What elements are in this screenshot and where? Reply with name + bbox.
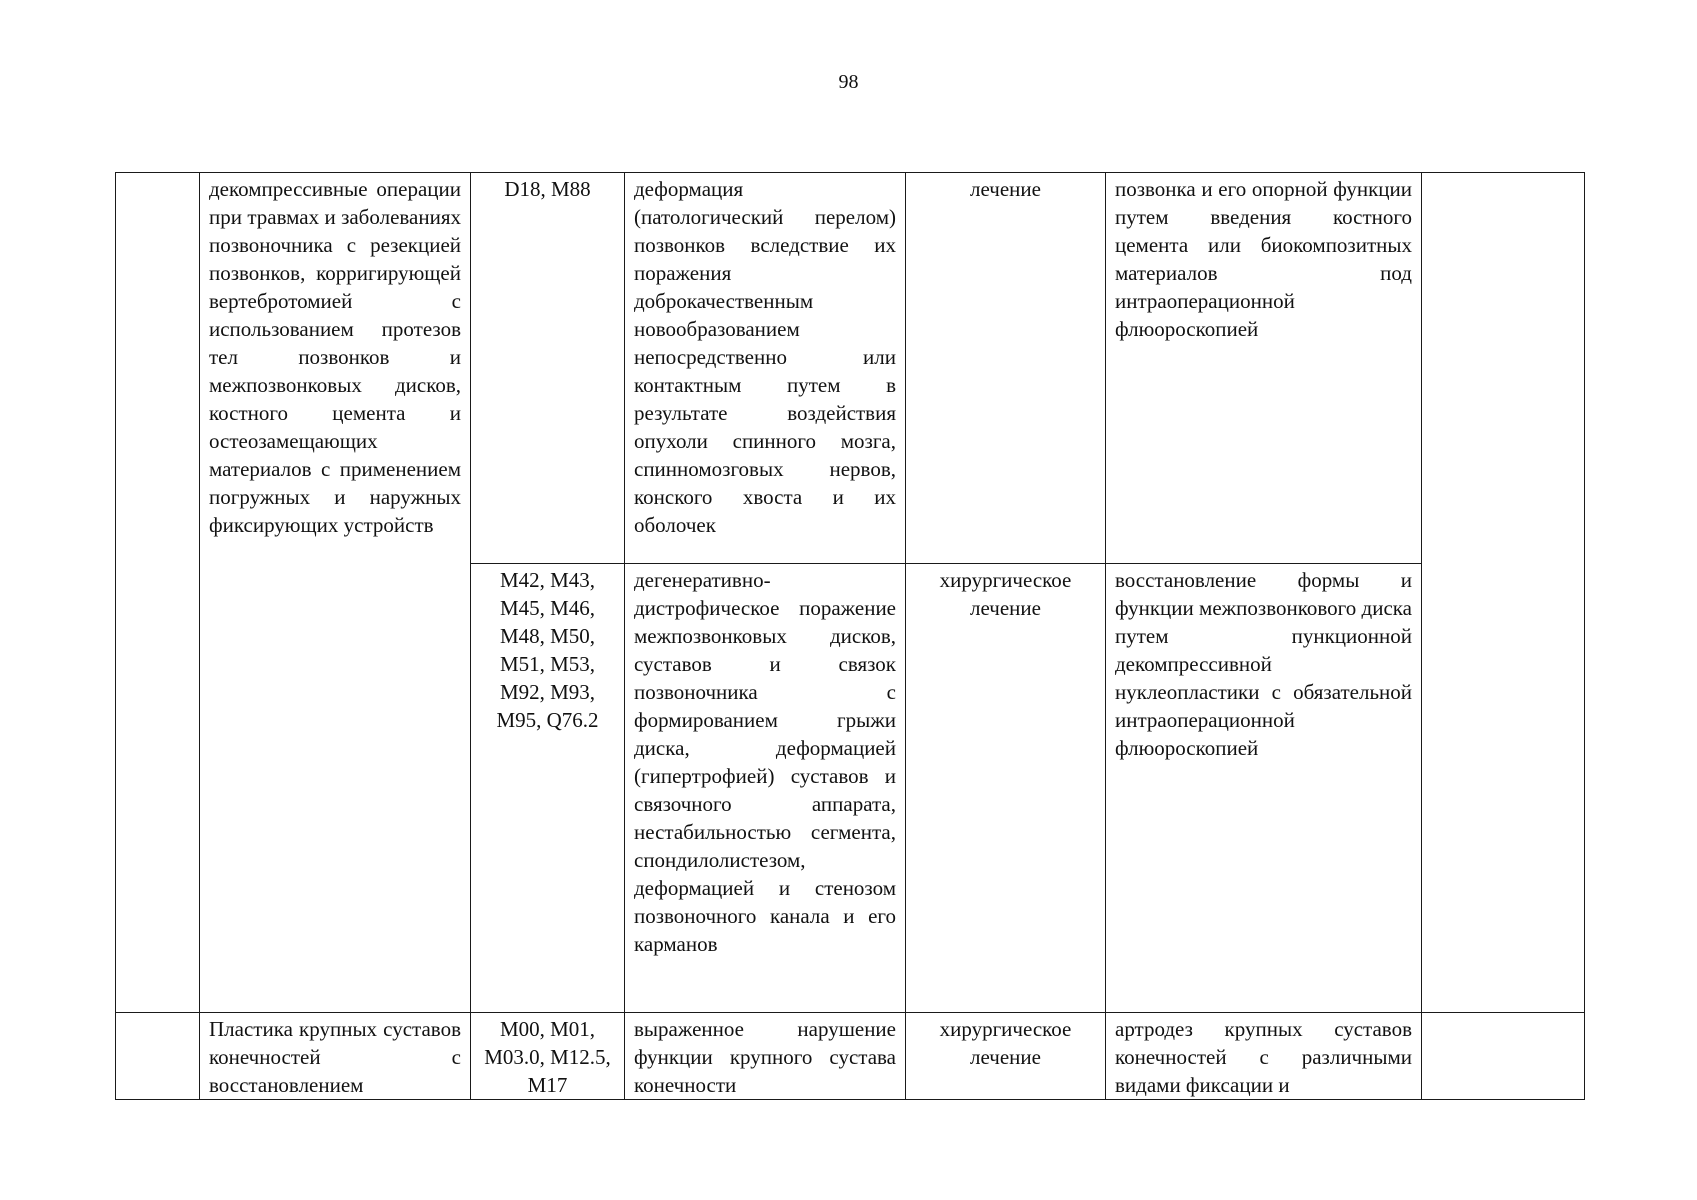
table-row (116, 173, 1585, 564)
method-cell (1106, 564, 1422, 1013)
treatment-text: лечение (970, 177, 1041, 201)
intervention-text: Пластика крупных суставов конечностей с восстановлением (209, 1017, 461, 1097)
codes-cell (471, 173, 625, 564)
intervention-cell (200, 173, 471, 1013)
condition-cell (625, 173, 906, 564)
extra-cell (1422, 173, 1585, 1013)
number-cell (116, 1013, 200, 1100)
treatment-cell (906, 173, 1106, 564)
procedures-table (115, 172, 1585, 1100)
condition-text: деформация (патологический перелом) позвонков вследствие их поражения доброкачественным новообразованием непосредственно или контактным путем в результате воздействия опухоли спинного мозга, спинномозговых нервов, конского хвоста и их оболочек (634, 177, 896, 537)
method-text: восстановление формы и функции межпозвонкового диска путем пункционной декомпрессивной нуклеопластики с обязательной интраоперационной флюороскопией (1115, 568, 1412, 760)
number-cell (116, 173, 200, 1013)
codes-cell (471, 1013, 625, 1100)
codes-cell (471, 564, 625, 1013)
treatment-text: хирургическое лечение (939, 1017, 1072, 1069)
treatment-cell (906, 1013, 1106, 1100)
condition-text: дегенеративно-дистрофическое поражение межпозвонковых дисков, суставов и связок позвоночника с формированием грыжи диска, деформацией (гипертрофией) суставов и связочного аппарата, нестабильностью сегмента, спондилолистезом, деформацией и стенозом позвоночного канала и его карманов (634, 568, 896, 956)
page-number: 98 (838, 71, 859, 93)
codes-text: M42, M43, M45, M46, M48, M50, M51, M53, M92, M93, M95, Q76.2 (496, 568, 599, 732)
method-text: позвонка и его опорной функции путем введения костного цемента или биокомпозитных материалов под интраоперационной флюороскопией (1115, 177, 1412, 341)
intervention-cell (200, 1013, 471, 1100)
method-text: артродез крупных суставов конечностей с различными видами фиксации и (1115, 1017, 1412, 1097)
condition-cell (625, 564, 906, 1013)
extra-cell (1422, 1013, 1585, 1100)
codes-text: M00, M01, M03.0, M12.5, M17 (484, 1017, 611, 1097)
method-cell (1106, 1013, 1422, 1100)
treatment-cell (906, 564, 1106, 1013)
treatment-text: хирургическое лечение (939, 568, 1072, 620)
condition-cell (625, 1013, 906, 1100)
codes-text: D18, M88 (504, 177, 591, 201)
method-cell (1106, 173, 1422, 564)
condition-text: выраженное нарушение функции крупного сустава конечности (634, 1017, 896, 1097)
table-row (116, 1013, 1585, 1100)
intervention-text: декомпрессивные операции при травмах и заболеваниях позвоночника с резекцией позвонков, корригирующей вертебротомией с использованием протезов тел позвонков и межпозвонковых дисков, костного цемента и остеозамещающих материалов с применением погружных и наружных фиксирующих устройств (209, 177, 461, 537)
